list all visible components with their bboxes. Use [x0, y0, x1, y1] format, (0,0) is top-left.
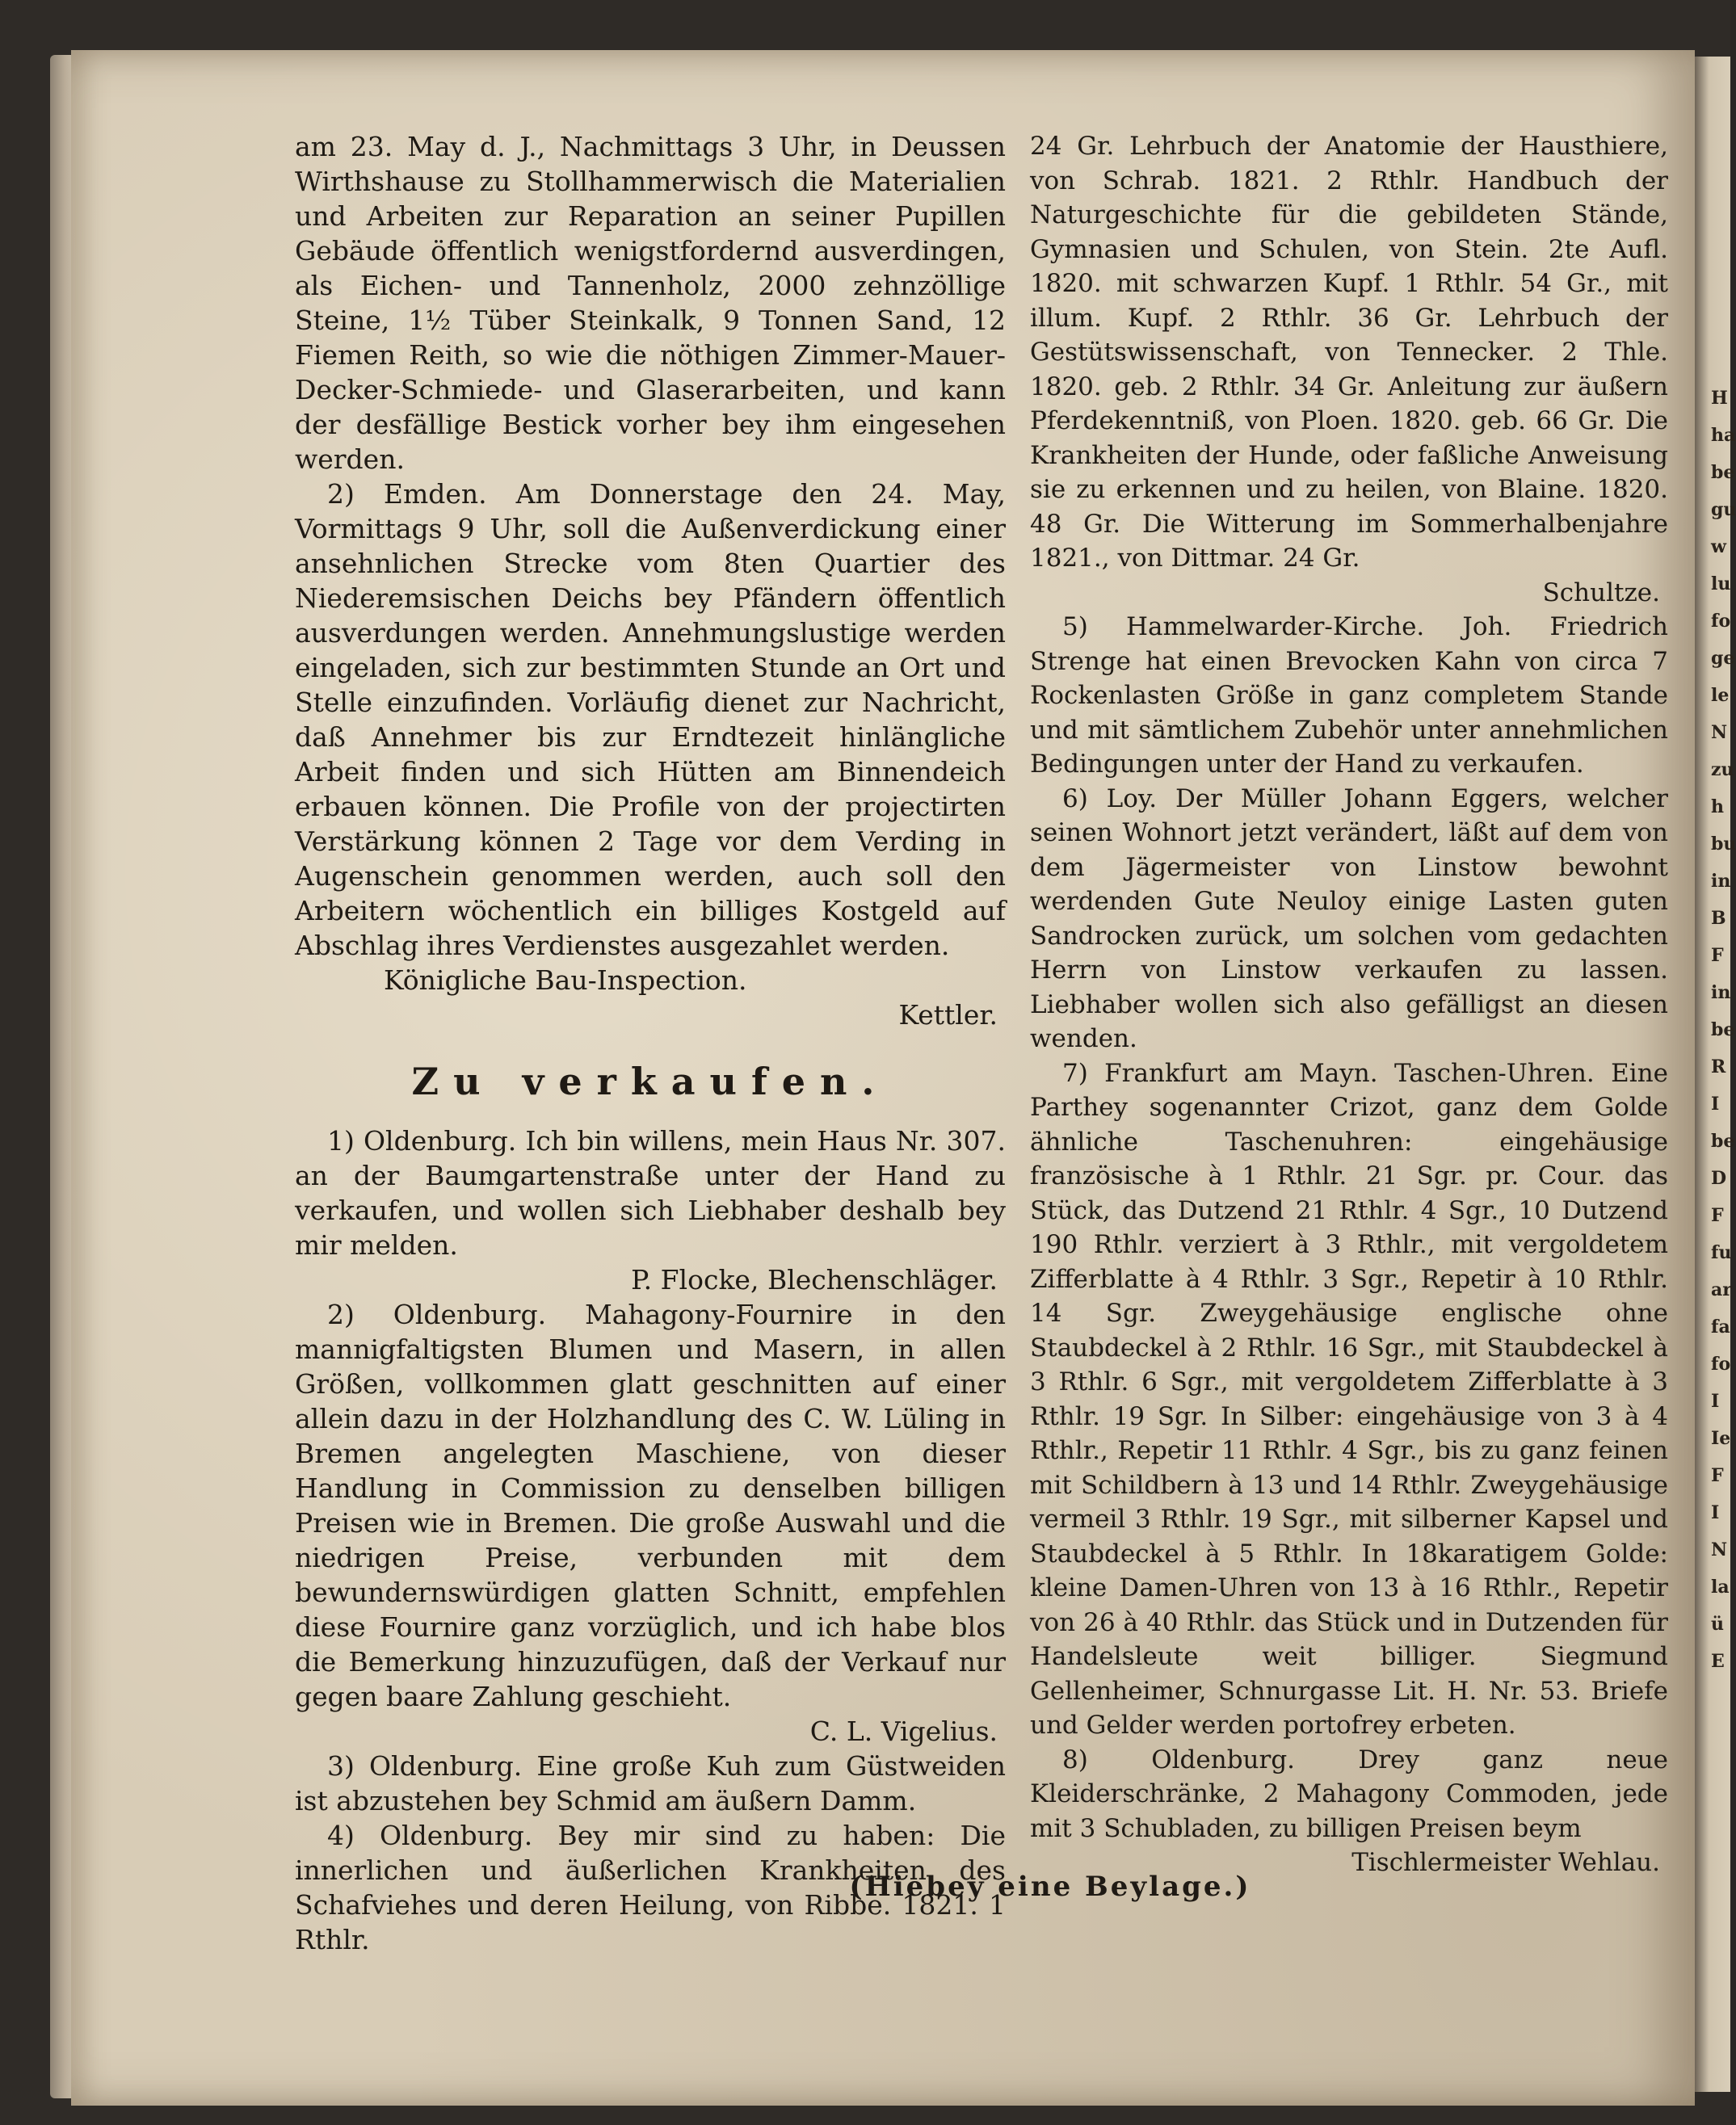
sale-item-4: 4) Oldenburg. Bey mir sind zu haben: Die innerlichen und äußerlichen Krankheiten des Schafviehes und deren Heilung, von Ribbe. 1821. 1 Rthlr.: [295, 1820, 1006, 1955]
emden-signature-name: Kettler.: [898, 999, 998, 1031]
sale-item-4-continued: 24 Gr. Lehrbuch der Anatomie der Hausthiere, von Schrab. 1821. 2 Rthlr. Handbuch der Naturgeschichte für die gebildeten Stände, Gymnasien und Schulen, von Stein. 2te Aufl. 1820. mit schwarzen Kupf. 1 Rthlr. 54 Gr., mit illum. Kupf. 2 Rthlr. 36 Gr. Lehrbuch der Gestütswissenschaft, von Tennecker. 2 Thle. 1820. geb. 2 Rthlr. 34 Gr. Anleitung zur äußern Pferdekenntniß, von Ploen. 1820. geb. 66 Gr. Die Krankheiten der Hunde, oder faßliche Anweisung sie zu erkennen und zu heilen, von Blaine. 1820. 48 Gr. Die Witterung im Sommerhalbenjahre 1821., von Dittmar. 24 Gr.: [1030, 132, 1668, 573]
announcement-stollhammerwisch: am 23. May d. J., Nachmittags 3 Uhr, in Deussen Wirthshause zu Stollhammerwisch die Materialien und Arbeiten zur Reparation an seiner Pupillen Gebäude öffentlich wenigstfordernd ausverdingen, als Eichen- und Tannenholz, 2000 zehnzöllige Steine, 1½ Tüber Steinkalk, 9 Tonnen Sand, 12 Fiemen Reith, so wie die nöthigen Zimmer-Mauer-Decker-Schmiede- und Glaserarbeiten, und kann der desfällige Bestick vorher bey ihm eingesehen werden.: [295, 131, 1006, 475]
sale-item-8-signature: Tischlermeister Wehlau.: [1351, 1848, 1660, 1877]
sale-item-2-signature: C. L. Vigelius.: [809, 1716, 998, 1747]
facing-page-fragments: H ha be gu w lu fo ge le N zu h bu in B F in be R I be D F fu ar fa fo I Ie F I N la ü E: [1711, 388, 1736, 1672]
sale-item-6: 6) Loy. Der Müller Johann Eggers, welcher seinen Wohnort jetzt verändert, läßt auf dem von dem Jägermeister von Linstow bewohnt werdenden Gute Neuloy einige Lasten guten Sandrocken zurück, um solchen vom gedachten Herrn von Linstow verkaufen zu lassen. Liebhaber wollen sich also gefälligst an diesen wenden.: [1030, 783, 1668, 1053]
emden-signature-office: Königliche Bau-Inspection.: [384, 964, 747, 996]
right-column: [1030, 129, 1668, 1880]
sale-item-2: 2) Oldenburg. Mahagony-Fournire in den mannigfaltigsten Blumen und Masern, in allen Größen, vollkommen glatt geschnitten auf einer allein dazu in der Holzhandlung des C. W. Lüling in Bremen angelegten Maschiene, von dieser Handlung in Commission zu denselben billigen Preisen wie in Bremen. Die große Auswahl und die niedrigen Preise, verbunden mit dem bewundernswürdigen glatten Schnitt, empfehlen diese Fournire ganz vorzüglich, und ich habe blos die Bemerkung hinzuzufügen, daß der Verkauf nur gegen baare Zahlung geschieht.: [295, 1299, 1006, 1712]
sale-item-4-signature: Schultze.: [1542, 577, 1660, 607]
sale-item-5: 5) Hammelwarder-Kirche. Joh. Friedrich Strenge hat einen Brevocken Kahn von circa 7 Rockenlasten Größe in ganz completem Stande und mit sämtlichem Zubehör unter annehmlichen Bedingungen unter der Hand zu verkaufen.: [1030, 612, 1668, 779]
sale-item-8: 8) Oldenburg. Drey ganz neue Kleiderschränke, 2 Mahagony Commoden, jede mit 3 Schubladen, zu billigen Preisen beym: [1030, 1745, 1668, 1843]
left-column: [295, 129, 1006, 1957]
section-heading-for-sale: Zu verkaufen.: [411, 1060, 889, 1103]
sale-item-7: 7) Frankfurt am Mayn. Taschen-Uhren. Eine Parthey sogenannter Crizot, ganz dem Golde ähnliche Taschenuhren: eingehäusige französische à 1 Rthlr. 21 Sgr. pr. Cour. das Stück, das Dutzend 21 Rthlr. 4 Sgr., 10 Dutzend 190 Rthlr. verziert à 3 Rthlr., mit vergoldetem Zifferblatte à 4 Rthlr. 3 Sgr., Repetir à 10 Rthlr. 14 Sgr. Zweygehäusige englische ohne Staubdeckel à 2 Rthlr. 16 Sgr., mit Staubdeckel à 3 Rthlr. 6 Sgr., mit vergoldetem Zifferblatte à 3 Rthlr. 19 Sgr. In Silber: eingehäusige von 3 à 4 Rthlr., Repetir 11 Rthlr. 4 Sgr., bis zu ganz feinen mit Schildbern à 13 und 14 Rthlr. Zweygehäusige vermeil 3 Rthlr. 19 Sgr., mit silberner Kapsel und Staubdeckel à 5 Rthlr. In 18karatigem Golde: kleine Damen-Uhren von 13 à 16 Rthlr., Repetir von 26 à 40 Rthlr. das Stück und in Dutzenden für Handelsleute weit billiger. Siegmund Gellenheimer, Schnurgasse Lit. H. Nr. 53. Briefe und Gelder werden portofrey erbeten.: [1030, 1058, 1668, 1740]
sale-item-1: 1) Oldenburg. Ich bin willens, mein Haus Nr. 307. an der Baumgartenstraße unter der Hand zu verkaufen, und wollen sich Liebhaber deshalb bey mir melden.: [295, 1125, 1006, 1261]
announcement-emden: 2) Emden. Am Donnerstage den 24. May, Vormittags 9 Uhr, soll die Außenverdickung einer ansehnlichen Strecke vom 8ten Quartier des Niederemsischen Deichs bey Pfändern öffentlich ausverdungen werden. Annehmungslustige werden eingeladen, sich zur bestimmten Stunde an Ort und Stelle einzufinden. Vorläufig dienet zur Nachricht, daß Annehmer bis zur Erndtezeit hinlängliche Arbeit finden und sich Hütten am Binnendeich erbauen können. Die Profile von der projectirten Verstärkung können 2 Tage vor dem Verding in Augenschein genommen werden, auch soll den Arbeitern wöchentlich ein billiges Kostgeld auf Abschlag ihres Verdienstes ausgezahlet werden.: [295, 478, 1006, 961]
supplement-note: (Hiebey eine Beylage.): [849, 1871, 1251, 1903]
sale-item-1-signature: P. Flocke, Blechenschläger.: [631, 1264, 998, 1296]
sale-item-3: 3) Oldenburg. Eine große Kuh zum Güstweiden ist abzustehen bey Schmid am äußern Damm.: [295, 1750, 1006, 1816]
